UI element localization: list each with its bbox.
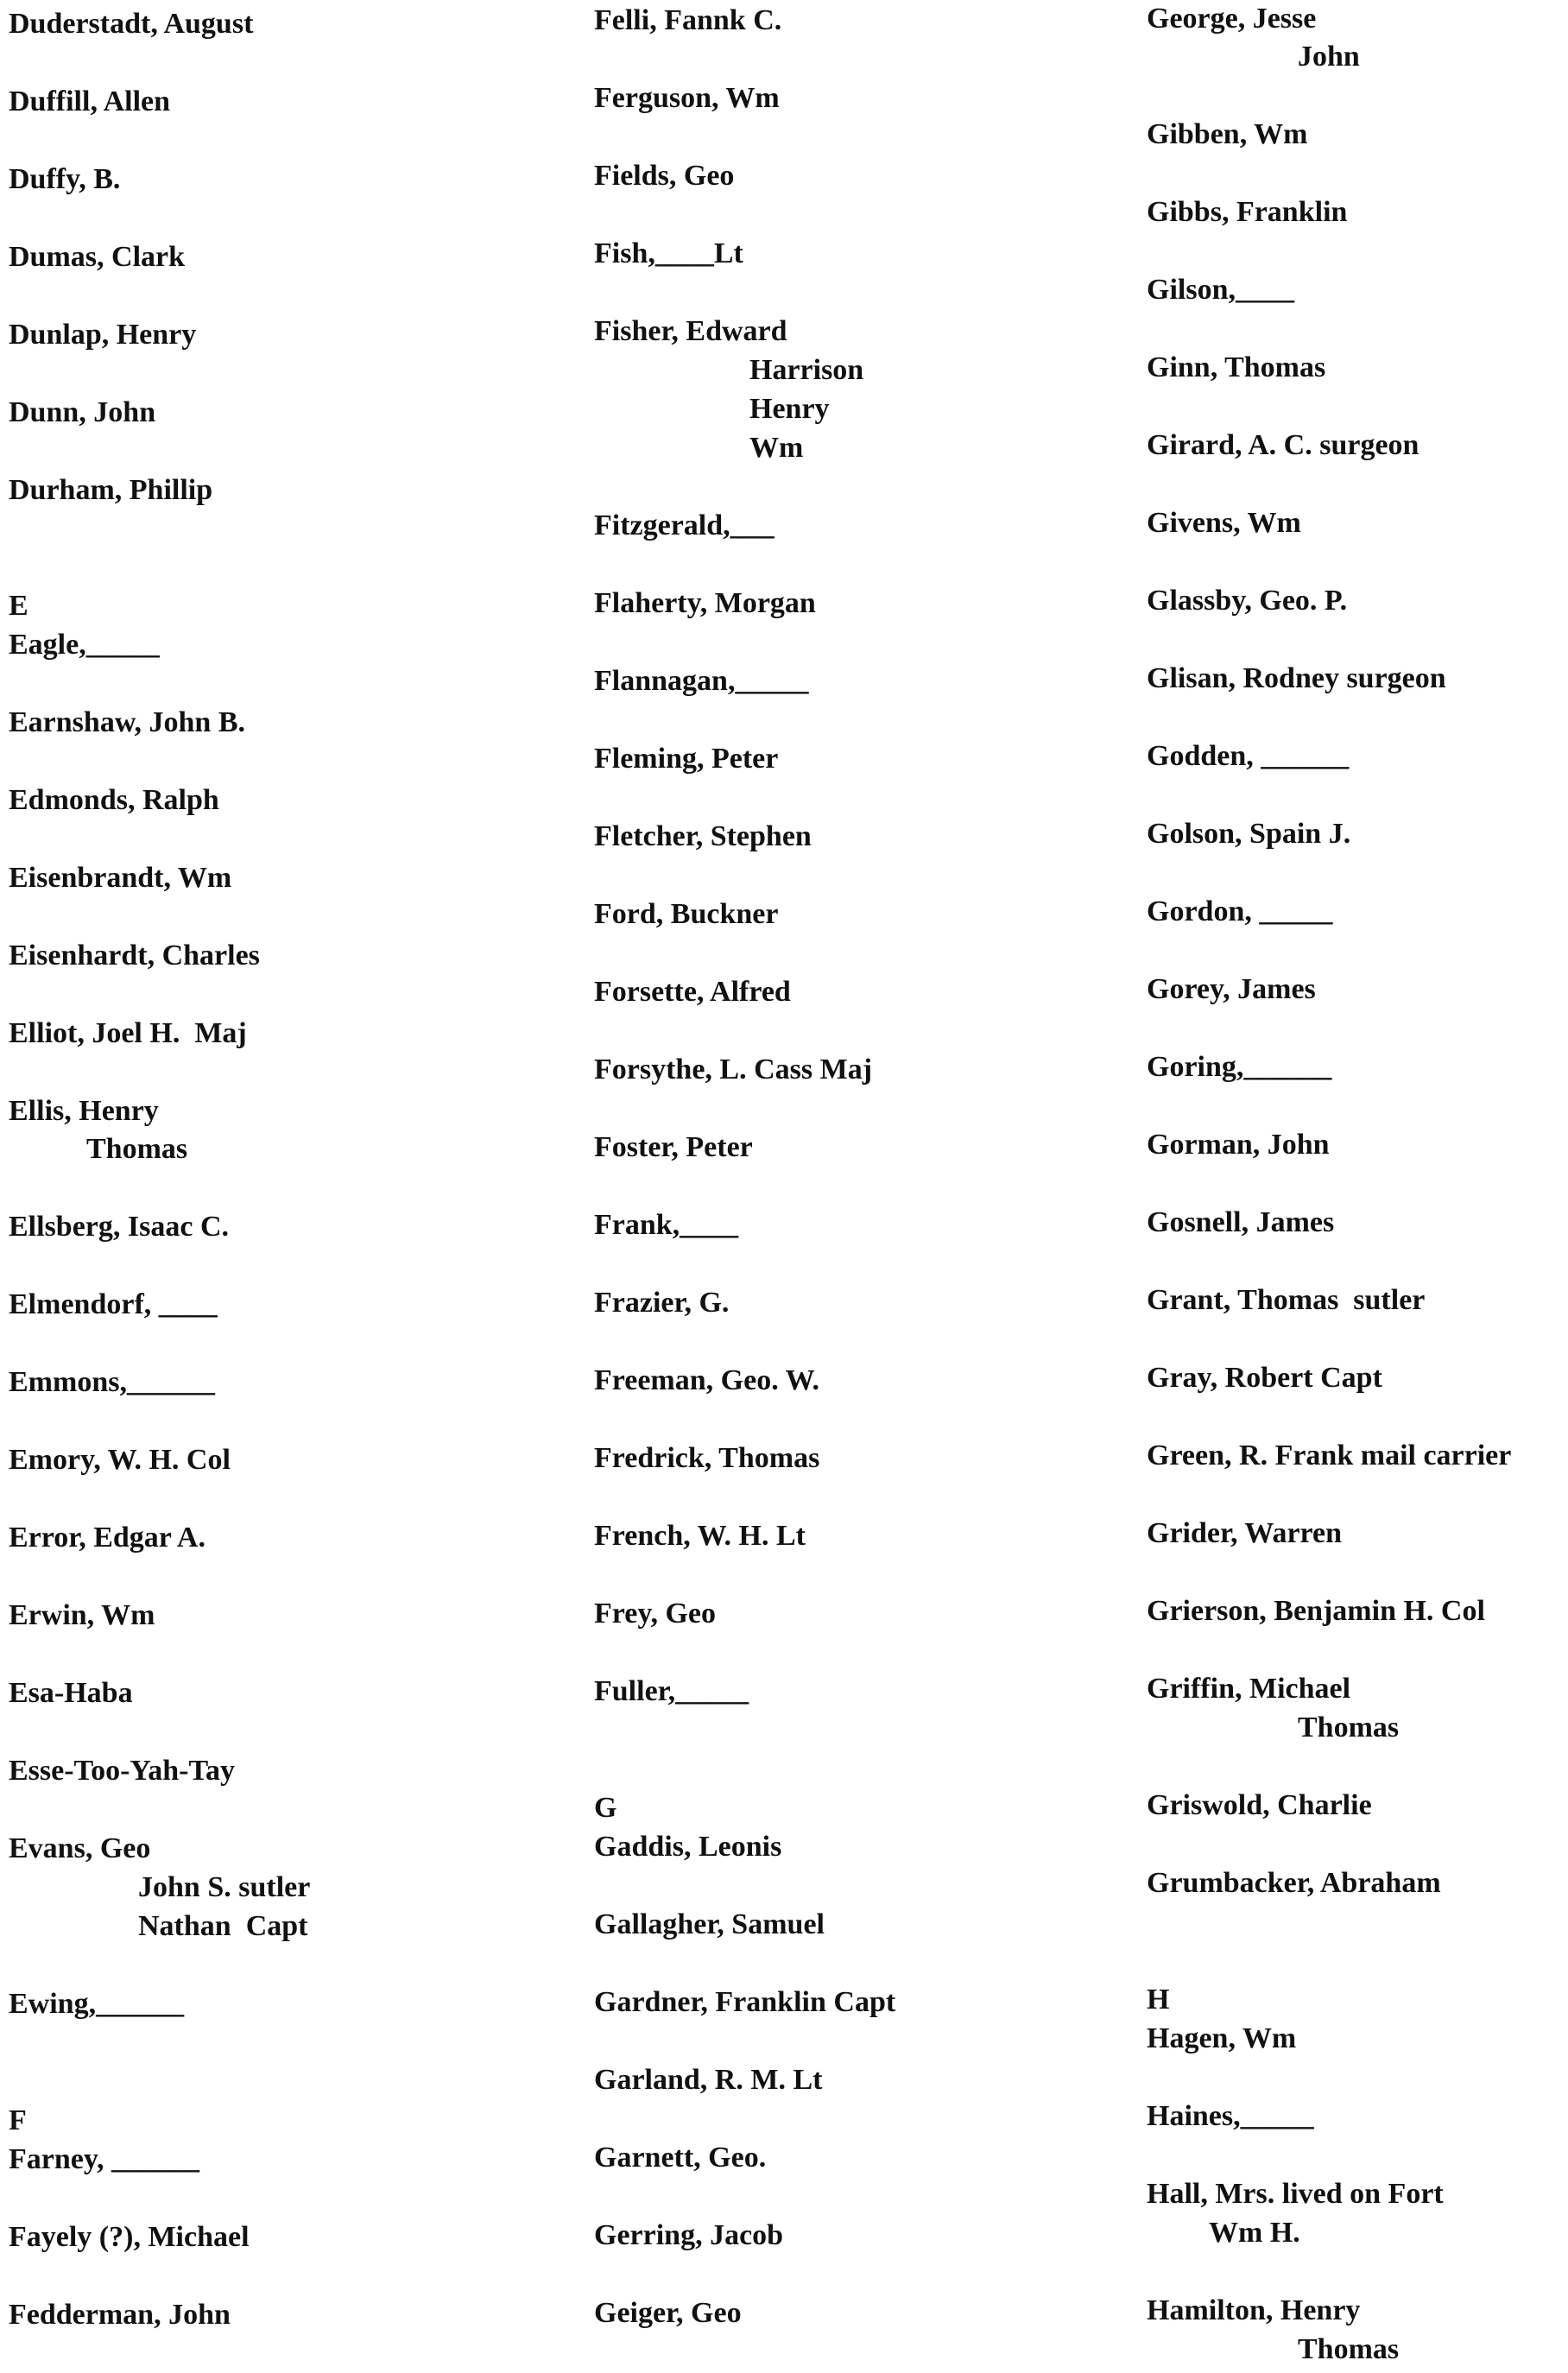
index-entry: Gerring, Jacob — [594, 2219, 784, 2251]
index-entry: Frank,____ — [594, 1209, 739, 1241]
index-entry: Ewing,______ — [9, 1988, 185, 2020]
index-entry: Duffy, B. — [9, 163, 121, 195]
index-entry: Gorey, James — [1147, 973, 1316, 1005]
index-entry: Garland, R. M. Lt — [594, 2064, 823, 2096]
index-entry: Ellsberg, Isaac C. — [9, 1211, 229, 1243]
index-entry: Frey, Geo — [594, 1598, 716, 1629]
index-entry: French, W. H. Lt — [594, 1520, 806, 1552]
index-entry: Foster, Peter — [594, 1131, 753, 1163]
index-entry: Fisher, Edward — [594, 315, 787, 347]
index-entry: Gibbs, Franklin — [1147, 196, 1348, 228]
section-letter: F — [9, 2104, 27, 2136]
index-entry: Grumbacker, Abraham — [1147, 1867, 1441, 1899]
index-subentry: Wm — [749, 432, 804, 464]
index-entry: Goring,______ — [1147, 1051, 1332, 1083]
index-entry: Hamilton, Henry — [1147, 2294, 1361, 2326]
index-entry: Eisenbrandt, Wm — [9, 862, 232, 894]
index-subentry: John S. sutler — [138, 1871, 311, 1903]
index-column-1 — [9, 0, 579, 2373]
index-entry: Hagen, Wm — [1147, 2022, 1297, 2054]
index-entry: Eisenhardt, Charles — [9, 940, 260, 971]
index-entry: Godden, ______ — [1147, 740, 1350, 772]
index-entry: Golson, Spain J. — [1147, 818, 1351, 850]
index-entry: Gorman, John — [1147, 1129, 1330, 1161]
index-entry: Farney, ______ — [9, 2143, 199, 2175]
index-entry: Grant, Thomas sutler — [1147, 1284, 1426, 1316]
index-entry: Gosnell, James — [1147, 1206, 1335, 1238]
index-subentry: Thomas — [86, 1133, 188, 1165]
index-entry: Dunn, John — [9, 396, 156, 428]
index-column-3 — [1147, 0, 1568, 2373]
index-entry: Grider, Warren — [1147, 1517, 1343, 1549]
index-entry: Dumas, Clark — [9, 241, 186, 273]
index-entry: Flaherty, Morgan — [594, 587, 816, 619]
index-entry: George, Jesse — [1147, 3, 1317, 35]
index-entry: Forsythe, L. Cass Maj — [594, 1054, 873, 1085]
index-entry: Duffill, Allen — [9, 85, 171, 117]
index-entry: Fleming, Peter — [594, 743, 779, 775]
index-subentry: John — [1298, 41, 1360, 73]
index-entry: Fletcher, Stephen — [594, 820, 812, 852]
index-subentry: Nathan Capt — [138, 1910, 308, 1942]
index-entry: Glassby, Geo. P. — [1147, 585, 1348, 617]
index-entry: Esa-Haba — [9, 1677, 133, 1709]
index-entry: Gibben, Wm — [1147, 118, 1308, 150]
index-entry: Duderstadt, August — [9, 8, 254, 40]
index-entry: Evans, Geo — [9, 1832, 151, 1864]
index-entry: Garnett, Geo. — [594, 2142, 767, 2174]
index-entry: Elmendorf, ____ — [9, 1288, 218, 1320]
index-entry: Girard, A. C. surgeon — [1147, 429, 1419, 461]
index-entry: Emory, W. H. Col — [9, 1444, 231, 1476]
index-entry: Griswold, Charlie — [1147, 1789, 1372, 1821]
index-entry: Hall, Mrs. lived on Fort — [1147, 2178, 1444, 2210]
index-entry: Freeman, Geo. W. — [594, 1364, 819, 1396]
index-entry: Fayely (?), Michael — [9, 2221, 250, 2253]
index-entry: Emmons,______ — [9, 1366, 215, 1398]
index-entry: Frazier, G. — [594, 1287, 730, 1319]
section-letter: G — [594, 1792, 617, 1824]
index-entry: Flannagan,_____ — [594, 665, 809, 697]
index-subentry: Harrison — [749, 354, 864, 386]
index-column-2 — [594, 0, 1129, 2373]
index-entry: Fedderman, John — [9, 2299, 231, 2331]
index-entry: Felli, Fannk C. — [594, 4, 782, 36]
index-entry: Erwin, Wm — [9, 1599, 155, 1631]
index-entry: Esse-Too-Yah-Tay — [9, 1755, 236, 1787]
index-entry: Gordon, _____ — [1147, 895, 1333, 927]
index-subentry: Thomas — [1298, 2333, 1400, 2365]
index-entry: Error, Edgar A. — [9, 1522, 205, 1554]
index-entry: Ginn, Thomas — [1147, 351, 1326, 383]
index-entry: Glisan, Rodney surgeon — [1147, 662, 1446, 694]
index-entry: Dunlap, Henry — [9, 319, 197, 351]
index-entry: Geiger, Geo — [594, 2297, 742, 2329]
index-entry: Haines,_____ — [1147, 2100, 1314, 2132]
section-letter: E — [9, 590, 28, 622]
section-letter: H — [1147, 1984, 1170, 2015]
index-entry: Edmonds, Ralph — [9, 784, 219, 816]
index-entry: Givens, Wm — [1147, 507, 1301, 539]
index-entry: Grierson, Benjamin H. Col — [1147, 1595, 1485, 1627]
index-entry: Fields, Geo — [594, 160, 735, 192]
index-entry: Elliot, Joel H. Maj — [9, 1017, 247, 1049]
index-entry: Ellis, Henry — [9, 1095, 159, 1127]
index-entry: Gardner, Franklin Capt — [594, 1986, 896, 2018]
index-entry: Earnshaw, John B. — [9, 706, 245, 738]
index-entry: Ford, Buckner — [594, 898, 779, 930]
index-entry: Ferguson, Wm — [594, 82, 780, 114]
index-entry: Gilson,____ — [1147, 274, 1294, 306]
index-subentry: Wm H. — [1209, 2217, 1300, 2249]
index-entry: Durham, Phillip — [9, 474, 213, 506]
index-entry: Fitzgerald,___ — [594, 509, 775, 541]
index-subentry: Henry — [749, 393, 830, 425]
index-entry: Green, R. Frank mail carrier — [1147, 1440, 1512, 1471]
index-entry: Fredrick, Thomas — [594, 1442, 820, 1474]
index-entry: Forsette, Alfred — [594, 976, 791, 1008]
index-entry: Fish,____Lt — [594, 237, 743, 269]
index-entry: Gallagher, Samuel — [594, 1908, 825, 1940]
index-entry: Griffin, Michael — [1147, 1673, 1351, 1705]
index-entry: Gaddis, Leonis — [594, 1831, 782, 1863]
index-entry: Gray, Robert Capt — [1147, 1362, 1382, 1394]
index-entry: Fuller,_____ — [594, 1675, 749, 1707]
index-entry: Eagle,_____ — [9, 629, 160, 661]
index-subentry: Thomas — [1298, 1712, 1400, 1743]
